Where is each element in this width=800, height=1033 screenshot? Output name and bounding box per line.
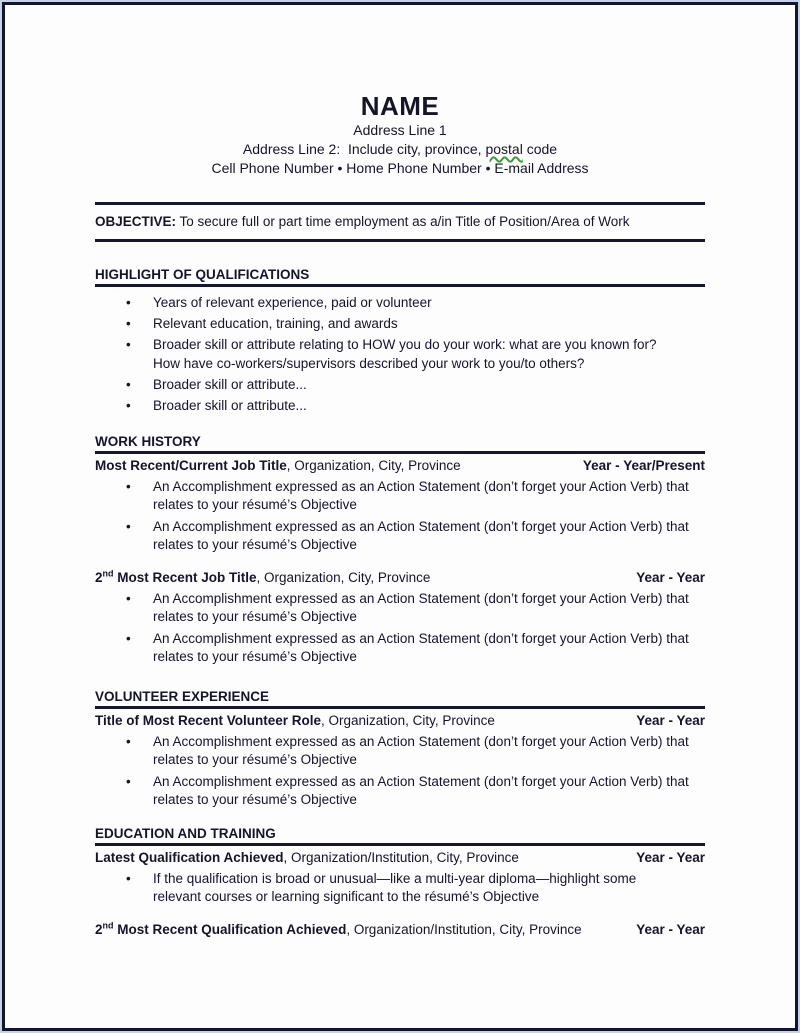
work-entry-heading [95, 569, 705, 586]
objective-section [95, 202, 705, 242]
qualification-bullet: • Relevant education, training, and awards [95, 314, 705, 333]
name-heading: NAME [360, 91, 440, 121]
qualification-bullet: • Broader skill or attribute... [95, 396, 705, 415]
resume-header [95, 91, 705, 178]
job-title: Most Recent/Current Job Title, Organization, City, Province [95, 458, 461, 473]
address-line-2-suffix: code [522, 141, 558, 157]
objective-label: OBJECTIVE: [95, 214, 177, 229]
resume-page [2, 2, 798, 1031]
qualifications-section [95, 268, 705, 415]
qualification-title: 2nd Most Recent Qualification Achieved, Organization/Institution, City, Province [95, 920, 582, 937]
education-entry [95, 921, 705, 938]
education-title: EDUCATION AND TRAINING [95, 827, 705, 846]
accomplishment-bullet: • An Accomplishment expressed as an Action Statement (don’t forget your Action Verb) that relates to your résumé’s Objective [95, 773, 705, 809]
education-entry-heading [95, 849, 705, 866]
education-section [95, 827, 705, 938]
education-dates: Year - Year [636, 850, 705, 865]
contact-line: Cell Phone Number • Home Phone Number • E-mail Address [211, 160, 589, 176]
work-entry [95, 569, 705, 666]
misspelled-word: postal [485, 141, 523, 157]
job-title: 2nd Most Recent Job Title, Organization, City, Province [95, 568, 431, 585]
work-entry [95, 457, 705, 554]
volunteer-entry-heading [95, 712, 705, 729]
volunteer-title: VOLUNTEER EXPERIENCE [95, 690, 705, 709]
accomplishment-bullet: • An Accomplishment expressed as an Action Statement (don’t forget your Action Verb) that relates to your résumé’s Objective [95, 733, 705, 769]
address-line-2 [95, 140, 705, 159]
qualification-bullet: • Broader skill or attribute relating to HOW you do your work: what are you known for? How have co-workers/supervisors described your work to you/to others? [95, 335, 705, 373]
qualifications-title: HIGHLIGHT OF QUALIFICATIONS [95, 268, 705, 287]
volunteer-dates: Year - Year [636, 713, 705, 728]
volunteer-role-title: Title of Most Recent Volunteer Role, Organization, City, Province [95, 713, 495, 728]
resume-content [5, 5, 795, 938]
address-line-1: Address Line 1 [353, 122, 447, 138]
address-line-2-text: Address Line 2: Include city, province, [242, 141, 486, 157]
work-history-section [95, 435, 705, 666]
accomplishment-bullet: • An Accomplishment expressed as an Action Statement (don’t forget your Action Verb) that relates to your résumé’s Objective [95, 630, 705, 666]
job-dates: Year - Year/Present [582, 458, 705, 473]
qualification-bullet: • Broader skill or attribute... [95, 375, 705, 394]
qualifications-list [95, 293, 705, 415]
education-entry [95, 849, 705, 906]
work-entry-bullets [95, 590, 705, 666]
accomplishment-bullet: • An Accomplishment expressed as an Action Statement (don’t forget your Action Verb) that relates to your résumé’s Objective [95, 590, 705, 626]
qualification-bullet: • Years of relevant experience, paid or volunteer [95, 293, 705, 312]
objective-text: To secure full or part time employment as a/in Title of Position/Area of Work [179, 214, 630, 229]
qualification-title: Latest Qualification Achieved, Organization/Institution, City, Province [95, 850, 519, 865]
work-history-title: WORK HISTORY [95, 435, 705, 454]
education-note-bullet: • If the qualification is broad or unusual—like a multi-year diploma—highlight some relevant courses or learning significant to the résumé’s Objective [95, 870, 705, 906]
job-dates: Year - Year [636, 570, 705, 585]
education-entry-heading [95, 921, 705, 938]
work-entry-bullets [95, 478, 705, 554]
work-entry-heading [95, 457, 705, 474]
education-entry-bullets [95, 870, 705, 906]
volunteer-entry [95, 712, 705, 809]
accomplishment-bullet: • An Accomplishment expressed as an Action Statement (don’t forget your Action Verb) that relates to your résumé’s Objective [95, 478, 705, 514]
volunteer-entry-bullets [95, 733, 705, 809]
accomplishment-bullet: • An Accomplishment expressed as an Action Statement (don’t forget your Action Verb) that relates to your résumé’s Objective [95, 518, 705, 554]
education-dates: Year - Year [636, 922, 705, 937]
volunteer-section [95, 690, 705, 809]
